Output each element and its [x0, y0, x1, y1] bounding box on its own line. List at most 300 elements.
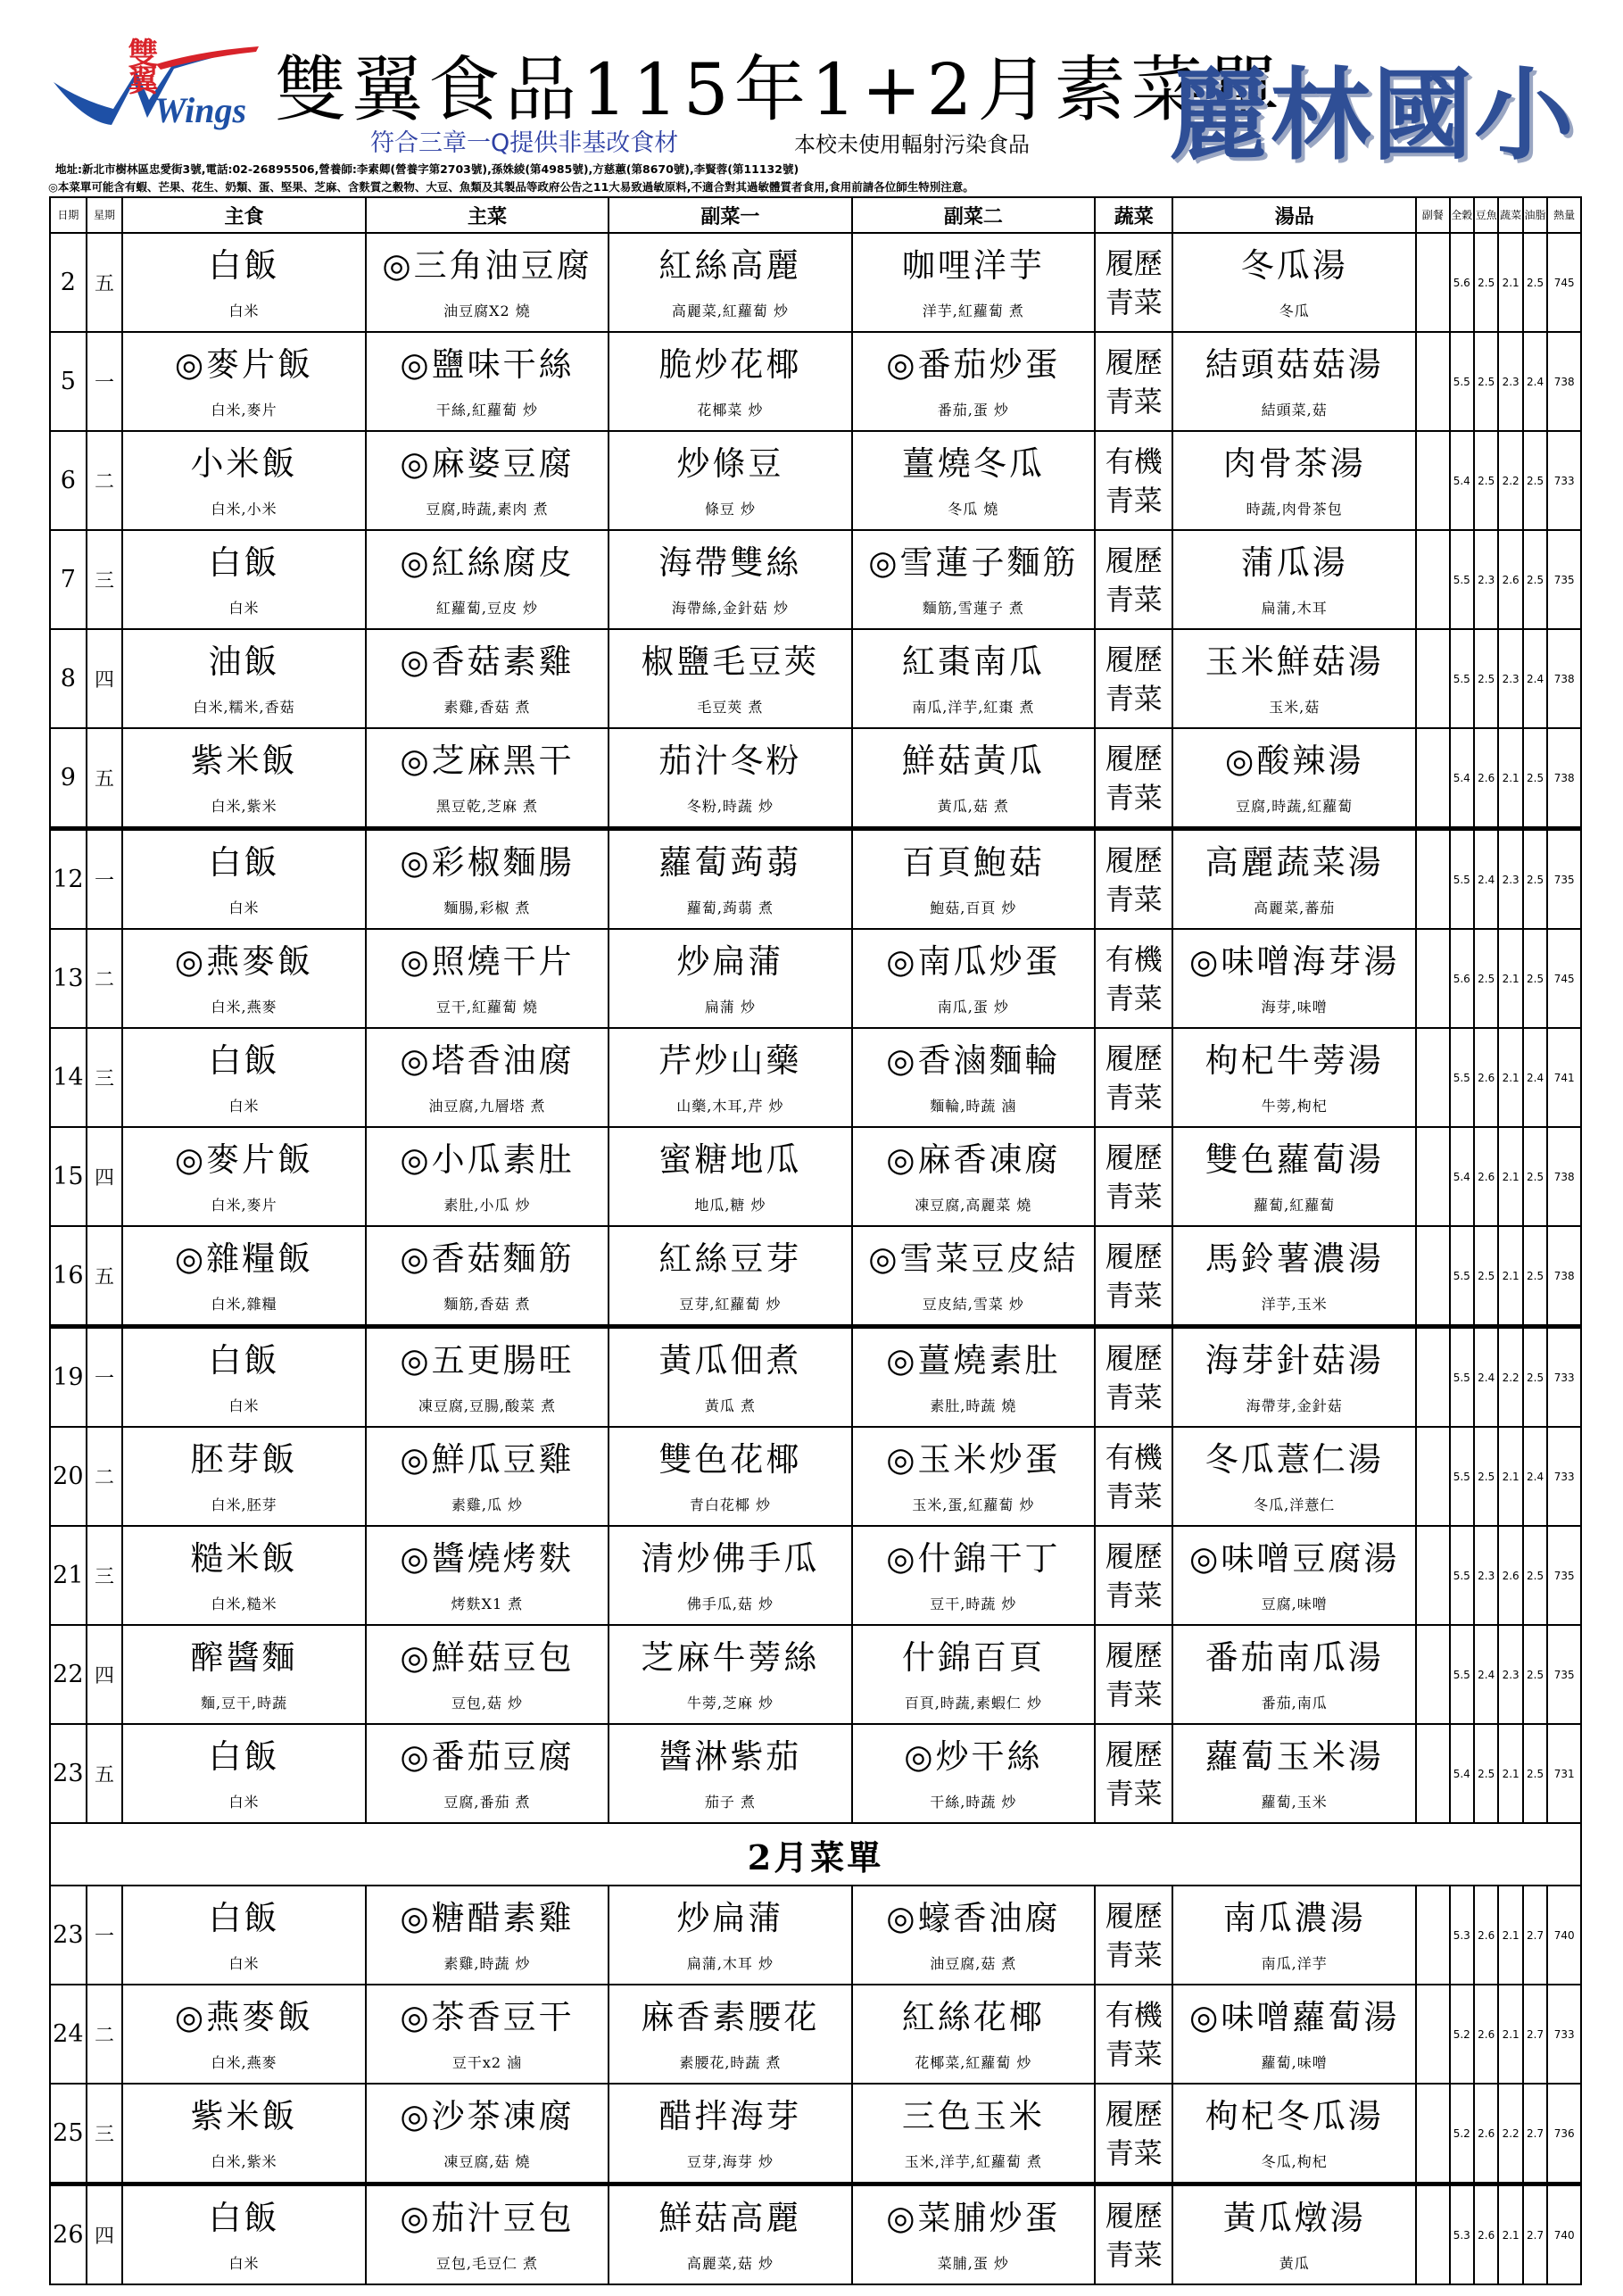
menu-row: [50, 2084, 1581, 2184]
menu-row: [50, 2184, 1581, 2285]
side2-cell-name: 鮮菇黃瓜: [901, 742, 1045, 780]
side2-cell-ingredients: 玉米,洋芋,紅蘿蔔 煮: [904, 2153, 1042, 2170]
side1-cell-name: 蘿蔔蒟蒻: [658, 843, 802, 882]
main-dish-cell-ingredients: 豆包,菇 炒: [451, 1695, 524, 1712]
main-dish-cell-ingredients: 素肚,小瓜 炒: [443, 1197, 531, 1214]
soup-cell-ingredients: 蘿蔔,味噌: [1261, 2054, 1328, 2071]
vegetable-cell: [1095, 629, 1172, 728]
side1-cell-ingredients: 冬粉,時蔬 炒: [686, 798, 774, 815]
soup-cell-ingredients: 蘿蔔,玉米: [1261, 1794, 1328, 1811]
staple-cell-name: ◎燕麥飯: [174, 1998, 314, 2036]
main-dish-cell-ingredients: 豆腐,番茄 煮: [443, 1794, 531, 1811]
oil-serving: 2.7: [1523, 1886, 1547, 1985]
soup-cell-name: 海芽針菇湯: [1205, 1341, 1384, 1380]
fruit-cell: [1416, 332, 1450, 431]
main-dish-cell-name: ◎塔香油腐: [400, 1041, 575, 1080]
side2-cell: [852, 1028, 1095, 1127]
veg-serving: 2.1: [1498, 1028, 1522, 1127]
vegetable-type: 履歷: [1105, 842, 1163, 877]
grain-serving: 5.4: [1450, 431, 1474, 530]
date-cell: 20: [50, 1427, 87, 1526]
side1-cell-name: 雙色花椰: [658, 1440, 802, 1479]
soup-cell-name: 雙色蘿蔔湯: [1205, 1140, 1384, 1179]
date-cell: 5: [50, 332, 87, 431]
soup-cell-name: 枸杞牛蒡湯: [1205, 1041, 1384, 1080]
staple-cell: [122, 1724, 365, 1823]
staple-cell: [122, 233, 365, 332]
weekday-cell: 四: [87, 629, 123, 728]
fruit-cell: [1416, 1028, 1450, 1127]
vegetable-type: 履歷: [1105, 1239, 1163, 1273]
date-cell: 16: [50, 1226, 87, 1327]
menu-row: [50, 530, 1581, 629]
side2-cell-name: ◎雪菜豆皮結: [868, 1239, 1079, 1278]
oil-serving: 2.4: [1523, 332, 1547, 431]
main-dish-cell-name: ◎沙茶凍腐: [400, 2097, 575, 2135]
vegetable-type: 有機: [1105, 1439, 1163, 1474]
side2-cell: [852, 1427, 1095, 1526]
grain-serving: 5.3: [1450, 1886, 1474, 1985]
date-cell: 24: [50, 1985, 87, 2084]
main-dish-cell-ingredients: 豆包,毛豆仁 煮: [435, 2255, 539, 2272]
staple-cell-ingredients: 白米,雜糧: [211, 1296, 277, 1313]
fruit-cell: [1416, 530, 1450, 629]
vegetable-label: 青菜: [1105, 1479, 1163, 1513]
main-dish-cell-name: ◎醬燒烤麩: [400, 1539, 575, 1578]
vegetable-cell: [1095, 1427, 1172, 1526]
side2-cell-ingredients: 黃瓜,菇 煮: [937, 798, 1009, 815]
side1-cell: [609, 1625, 851, 1724]
main-dish-cell-name: ◎彩椒麵腸: [400, 843, 575, 882]
soup-cell-ingredients: 番茄,南瓜: [1261, 1695, 1328, 1712]
side2-cell-ingredients: 冬瓜 燒: [948, 501, 999, 518]
oil-serving: 2.7: [1523, 1985, 1547, 2084]
side1-cell-name: 茄汁冬粉: [658, 742, 802, 780]
side2-cell-ingredients: 南瓜,蛋 炒: [937, 999, 1009, 1015]
main-dish-cell: [366, 1886, 609, 1985]
month-divider: [50, 1823, 1581, 1886]
side1-cell-ingredients: 豆芽,紅蘿蔔 炒: [679, 1296, 782, 1313]
vegetable-cell: [1095, 1526, 1172, 1625]
vegetable-label: 青菜: [1105, 1578, 1163, 1612]
vegetable-label: 青菜: [1105, 1677, 1163, 1712]
side1-cell-ingredients: 茄子 煮: [704, 1794, 756, 1811]
soup-cell-ingredients: 玉米,菇: [1269, 699, 1321, 716]
soup-cell-name: 馬鈴薯濃湯: [1205, 1239, 1384, 1278]
side2-cell-ingredients: 豆干,時蔬 炒: [930, 1596, 1017, 1612]
main-dish-cell-name: ◎紅絲腐皮: [400, 543, 575, 582]
col-grain: 全穀: [1450, 197, 1474, 233]
staple-cell-name: 白飯: [208, 2199, 280, 2237]
main-dish-cell-ingredients: 麵筋,香菇 煮: [443, 1296, 531, 1313]
oil-serving: 2.5: [1523, 1327, 1547, 1428]
side2-cell-ingredients: 花椰菜,紅蘿蔔 炒: [915, 2054, 1032, 2071]
col-veg-serving: 蔬菜: [1498, 197, 1522, 233]
veg-serving: 2.2: [1498, 2084, 1522, 2184]
grain-serving: 5.4: [1450, 1127, 1474, 1226]
staple-cell: [122, 332, 365, 431]
side1-cell: [609, 2084, 851, 2184]
weekday-cell: 三: [87, 2084, 123, 2184]
main-dish-cell-name: ◎三角油豆腐: [382, 246, 592, 285]
col-kcal: 熱量: [1547, 197, 1581, 233]
soup-cell-ingredients: 牛蒡,枸杞: [1261, 1098, 1328, 1115]
main-dish-cell-name: ◎芝麻黑干: [400, 742, 575, 780]
vegetable-cell: [1095, 929, 1172, 1028]
side2-cell: [852, 2084, 1095, 2184]
soup-cell-ingredients: 豆腐,味噌: [1261, 1596, 1328, 1612]
grain-serving: 5.5: [1450, 332, 1474, 431]
side1-cell-name: 脆炒花椰: [658, 345, 802, 384]
fruit-cell: [1416, 233, 1450, 332]
side2-cell-ingredients: 麵筋,雪蓮子 煮: [922, 600, 1024, 617]
soup-cell-name: 番茄南瓜湯: [1205, 1638, 1384, 1677]
main-dish-cell-name: ◎番茄豆腐: [400, 1737, 575, 1776]
date-cell: 15: [50, 1127, 87, 1226]
side2-cell: [852, 431, 1095, 530]
oil-serving: 2.5: [1523, 431, 1547, 530]
main-dish-cell-ingredients: 凍豆腐,菇 燒: [443, 2153, 531, 2170]
side2-cell-name: 咖哩洋芋: [901, 246, 1045, 285]
side1-cell-ingredients: 高麗菜,菇 炒: [686, 2255, 774, 2272]
staple-cell-ingredients: 白米: [228, 2255, 260, 2272]
kcal-value: 740: [1547, 2184, 1581, 2285]
fruit-cell: [1416, 829, 1450, 930]
side1-cell-ingredients: 牛蒡,芝麻 炒: [686, 1695, 774, 1712]
side1-cell-ingredients: 條豆 炒: [704, 501, 756, 518]
side2-cell: [852, 233, 1095, 332]
side1-cell-name: 醋拌海芽: [658, 2097, 802, 2135]
kcal-value: 735: [1547, 530, 1581, 629]
fruit-cell: [1416, 2084, 1450, 2184]
vegetable-cell: [1095, 1327, 1172, 1428]
oil-serving: 2.4: [1523, 1427, 1547, 1526]
date-cell: 2: [50, 233, 87, 332]
soup-cell-ingredients: 冬瓜,洋薏仁: [1254, 1496, 1336, 1513]
date-cell: 19: [50, 1327, 87, 1428]
vegetable-cell: [1095, 1226, 1172, 1327]
side1-cell-ingredients: 素腰花,時蔬 煮: [679, 2054, 782, 2071]
side1-cell: [609, 332, 851, 431]
soup-cell: [1172, 530, 1415, 629]
soup-cell: [1172, 1028, 1415, 1127]
kcal-value: 733: [1547, 1327, 1581, 1428]
side2-cell-name: ◎什錦干丁: [886, 1539, 1061, 1578]
main-dish-cell-name: ◎茄汁豆包: [400, 2199, 575, 2237]
main-dish-cell-ingredients: 油豆腐,九層塔 煮: [428, 1098, 546, 1115]
oil-serving: 2.5: [1523, 1127, 1547, 1226]
main-dish-cell-name: ◎鮮瓜豆雞: [400, 1440, 575, 1479]
grain-serving: 5.2: [1450, 2084, 1474, 2184]
main-dish-cell-ingredients: 素雞,香菇 煮: [443, 699, 531, 716]
staple-cell-name: ◎雜糧飯: [174, 1239, 314, 1278]
soup-cell: [1172, 1886, 1415, 1985]
kcal-value: 741: [1547, 1028, 1581, 1127]
staple-cell: [122, 1427, 365, 1526]
side2-cell: [852, 1886, 1095, 1985]
veg-serving: 2.3: [1498, 1625, 1522, 1724]
oil-serving: 2.5: [1523, 929, 1547, 1028]
soup-cell-ingredients: 洋芋,玉米: [1261, 1296, 1328, 1313]
main-dish-cell: [366, 629, 609, 728]
vegetable-label: 青菜: [1105, 2036, 1163, 2071]
vegetable-type: 有機: [1105, 1997, 1163, 2032]
date-cell: 6: [50, 431, 87, 530]
soup-cell-name: 枸杞冬瓜湯: [1205, 2097, 1384, 2135]
staple-cell-ingredients: 白米: [228, 1955, 260, 1972]
col-vegetable: 蔬菜: [1095, 197, 1172, 233]
logo-chinese: 雙翼: [122, 37, 158, 91]
soup-cell-name: 蘿蔔玉米湯: [1205, 1737, 1384, 1776]
col-staple: 主食: [122, 197, 365, 233]
main-dish-cell: [366, 2184, 609, 2285]
side1-cell: [609, 1127, 851, 1226]
oil-serving: 2.4: [1523, 1028, 1547, 1127]
side1-cell: [609, 728, 851, 829]
weekday-cell: 二: [87, 929, 123, 1028]
menu-row: [50, 1886, 1581, 1985]
bean-serving: 2.6: [1474, 1985, 1498, 2084]
staple-cell: [122, 1028, 365, 1127]
staple-cell: [122, 2184, 365, 2285]
bean-serving: 2.5: [1474, 1427, 1498, 1526]
soup-cell: [1172, 1724, 1415, 1823]
side1-cell-name: 紅絲豆芽: [658, 1239, 802, 1278]
grain-serving: 5.5: [1450, 1427, 1474, 1526]
vegetable-label: 青菜: [1105, 1080, 1163, 1115]
bean-serving: 2.4: [1474, 1327, 1498, 1428]
menu-row: [50, 629, 1581, 728]
oil-serving: 2.5: [1523, 233, 1547, 332]
soup-cell-name: 冬瓜湯: [1240, 246, 1348, 285]
side1-cell-name: 清炒佛手瓜: [641, 1539, 820, 1578]
side1-cell-ingredients: 扁蒲,木耳 炒: [686, 1955, 774, 1972]
col-side1: 副菜一: [609, 197, 851, 233]
col-main: 主菜: [366, 197, 609, 233]
side2-cell-name: 紅棗南瓜: [901, 642, 1045, 681]
side2-cell-name: ◎雪蓮子麵筋: [868, 543, 1079, 582]
february-label: 2月菜單: [50, 1823, 1581, 1886]
fruit-cell: [1416, 1127, 1450, 1226]
grain-serving: 5.4: [1450, 728, 1474, 829]
vegetable-type: 履歷: [1105, 642, 1163, 676]
side2-cell-ingredients: 番茄,蛋 炒: [937, 402, 1009, 419]
soup-cell: [1172, 1985, 1415, 2084]
soup-cell-ingredients: 蘿蔔,紅蘿蔔: [1254, 1197, 1336, 1214]
side1-cell-ingredients: 海帶絲,金針菇 炒: [671, 600, 789, 617]
radiation-notice: 本校未使用輻射污染食品: [794, 132, 1030, 157]
side2-cell-ingredients: 豆皮結,雪菜 炒: [922, 1296, 1024, 1313]
kcal-value: 738: [1547, 1127, 1581, 1226]
side2-cell-name: ◎番茄炒蛋: [886, 345, 1061, 384]
bean-serving: 2.5: [1474, 1226, 1498, 1327]
veg-serving: 2.1: [1498, 929, 1522, 1028]
menu-row: [50, 1327, 1581, 1428]
kcal-value: 735: [1547, 829, 1581, 930]
vegetable-label: 青菜: [1105, 1937, 1163, 1972]
vegetable-cell: [1095, 1625, 1172, 1724]
main-dish-cell-ingredients: 烤麩X1 煮: [451, 1596, 524, 1612]
school-name: 麗林國小: [1169, 58, 1576, 174]
soup-cell-name: 結頭菇菇湯: [1205, 345, 1384, 384]
contact-address: 地址:新北市樹林區忠愛街3號,電話:02-26895506,營養師:李素卿(營養字第2703號),孫姝綾(第4985號),方慈蕙(第8670號),李賢蓉(第11132號): [55, 162, 799, 176]
side2-cell-name: 紅絲花椰: [901, 1998, 1045, 2036]
menu-row: [50, 1724, 1581, 1823]
vegetable-cell: [1095, 2084, 1172, 2184]
date-cell: 25: [50, 2084, 87, 2184]
weekday-cell: 四: [87, 2184, 123, 2285]
soup-cell: [1172, 1526, 1415, 1625]
date-cell: 12: [50, 829, 87, 930]
main-dish-cell: [366, 1028, 609, 1127]
bean-serving: 2.6: [1474, 2184, 1498, 2285]
staple-cell-ingredients: 白米,燕麥: [211, 2054, 277, 2071]
kcal-value: 731: [1547, 1724, 1581, 1823]
vegetable-label: 青菜: [1105, 1179, 1163, 1214]
kcal-value: 738: [1547, 728, 1581, 829]
bean-serving: 2.4: [1474, 1625, 1498, 1724]
staple-cell-ingredients: 白米: [228, 303, 260, 319]
side2-cell: [852, 332, 1095, 431]
weekday-cell: 四: [87, 1625, 123, 1724]
staple-cell: [122, 1886, 365, 1985]
fruit-cell: [1416, 1625, 1450, 1724]
main-dish-cell-ingredients: 豆干x2 滷: [451, 2054, 523, 2071]
side1-cell: [609, 929, 851, 1028]
menu-row: [50, 929, 1581, 1028]
side2-cell-ingredients: 菜脯,蛋 炒: [937, 2255, 1009, 2272]
grain-serving: 5.6: [1450, 233, 1474, 332]
side2-cell: [852, 1724, 1095, 1823]
staple-cell-name: ◎麥片飯: [174, 1140, 314, 1179]
side1-cell-name: 麻香素腰花: [641, 1998, 820, 2036]
fruit-cell: [1416, 1985, 1450, 2084]
side1-cell-ingredients: 豆芽,海芽 炒: [686, 2153, 774, 2170]
bean-serving: 2.5: [1474, 629, 1498, 728]
side1-cell: [609, 431, 851, 530]
main-dish-cell: [366, 431, 609, 530]
staple-cell: [122, 1127, 365, 1226]
veg-serving: 2.1: [1498, 1886, 1522, 1985]
date-cell: 8: [50, 629, 87, 728]
oil-serving: 2.5: [1523, 728, 1547, 829]
kcal-value: 738: [1547, 629, 1581, 728]
vegetable-type: 履歷: [1105, 543, 1163, 577]
vegetable-label: 青菜: [1105, 582, 1163, 617]
soup-cell-ingredients: 冬瓜,枸杞: [1261, 2153, 1328, 2170]
soup-cell: [1172, 629, 1415, 728]
staple-cell-ingredients: 白米,紫米: [211, 2153, 277, 2170]
soup-cell: [1172, 1127, 1415, 1226]
side2-cell-name: ◎菜脯炒蛋: [886, 2199, 1061, 2237]
soup-cell: [1172, 2184, 1415, 2285]
main-dish-cell: [366, 233, 609, 332]
bean-serving: 2.5: [1474, 233, 1498, 332]
grain-serving: 5.5: [1450, 629, 1474, 728]
vegetable-cell: [1095, 829, 1172, 930]
main-dish-cell-name: ◎小瓜素肚: [400, 1140, 575, 1179]
vegetable-cell: [1095, 530, 1172, 629]
staple-cell-name: 白飯: [208, 1041, 280, 1080]
oil-serving: 2.5: [1523, 829, 1547, 930]
soup-cell-ingredients: 海帶芽,金針菇: [1246, 1397, 1343, 1414]
side1-cell: [609, 1724, 851, 1823]
vegetable-type: 履歷: [1105, 344, 1163, 379]
vegetable-cell: [1095, 1985, 1172, 2084]
vegetable-cell: [1095, 728, 1172, 829]
veg-serving: 2.1: [1498, 728, 1522, 829]
main-dish-cell-ingredients: 豆腐,時蔬,素肉 煮: [426, 501, 549, 518]
vegetable-label: 青菜: [1105, 285, 1163, 319]
menu-row: [50, 1226, 1581, 1327]
soup-cell-name: ◎味噌海芽湯: [1189, 942, 1400, 981]
vegetable-cell: [1095, 1127, 1172, 1226]
staple-cell: [122, 629, 365, 728]
soup-cell-name: 高麗蔬菜湯: [1205, 843, 1384, 882]
fruit-cell: [1416, 629, 1450, 728]
side1-cell-name: 紅絲高麗: [658, 246, 802, 285]
soup-cell: [1172, 431, 1415, 530]
menu-row: [50, 1526, 1581, 1625]
grain-serving: 5.6: [1450, 929, 1474, 1028]
staple-cell-name: 紫米飯: [190, 2097, 298, 2135]
veg-serving: 2.1: [1498, 1985, 1522, 2084]
fruit-cell: [1416, 728, 1450, 829]
main-dish-cell: [366, 829, 609, 930]
staple-cell-name: 白飯: [208, 843, 280, 882]
kcal-value: 738: [1547, 332, 1581, 431]
side2-cell: [852, 2184, 1095, 2285]
side2-cell-name: ◎薑燒素肚: [886, 1341, 1061, 1380]
soup-cell: [1172, 1625, 1415, 1724]
main-dish-cell-ingredients: 豆干,紅蘿蔔 燒: [435, 999, 539, 1015]
staple-cell-name: 油飯: [208, 642, 280, 681]
staple-cell-name: 紫米飯: [190, 742, 298, 780]
weekday-cell: 三: [87, 1028, 123, 1127]
side2-cell: [852, 629, 1095, 728]
side1-cell-name: 芝麻牛蒡絲: [641, 1638, 820, 1677]
bean-serving: 2.4: [1474, 829, 1498, 930]
side1-cell-name: 醬淋紫茄: [658, 1737, 802, 1776]
staple-cell-ingredients: 麵,豆干,時蔬: [200, 1695, 288, 1712]
veg-serving: 2.1: [1498, 2184, 1522, 2285]
fruit-cell: [1416, 1226, 1450, 1327]
side1-cell-ingredients: 青白花椰 炒: [689, 1496, 771, 1513]
grain-serving: 5.3: [1450, 2184, 1474, 2285]
vegetable-cell: [1095, 1724, 1172, 1823]
soup-cell: [1172, 332, 1415, 431]
staple-cell-ingredients: 白米: [228, 1098, 260, 1115]
vegetable-type: 有機: [1105, 941, 1163, 976]
side2-cell-ingredients: 干絲,時蔬 炒: [930, 1794, 1017, 1811]
side1-cell-ingredients: 蘿蔔,蒟蒻 煮: [686, 899, 774, 916]
soup-cell-name: ◎味噌豆腐湯: [1189, 1539, 1400, 1578]
main-dish-cell: [366, 1724, 609, 1823]
veg-serving: 2.3: [1498, 332, 1522, 431]
main-dish-cell: [366, 1427, 609, 1526]
kcal-value: 733: [1547, 431, 1581, 530]
kcal-value: 735: [1547, 1625, 1581, 1724]
page-title: 雙翼食品115年1+2月素菜單: [275, 48, 1285, 131]
weekday-cell: 二: [87, 1985, 123, 2084]
side1-cell-ingredients: 黃瓜 煮: [704, 1397, 756, 1414]
veg-serving: 2.6: [1498, 1526, 1522, 1625]
soup-cell-name: 蒲瓜湯: [1240, 543, 1348, 582]
vegetable-type: 履歷: [1105, 2198, 1163, 2233]
side2-cell-name: ◎南瓜炒蛋: [886, 942, 1061, 981]
side1-cell-ingredients: 扁蒲 炒: [704, 999, 756, 1015]
main-dish-cell-name: ◎香菇素雞: [400, 642, 575, 681]
